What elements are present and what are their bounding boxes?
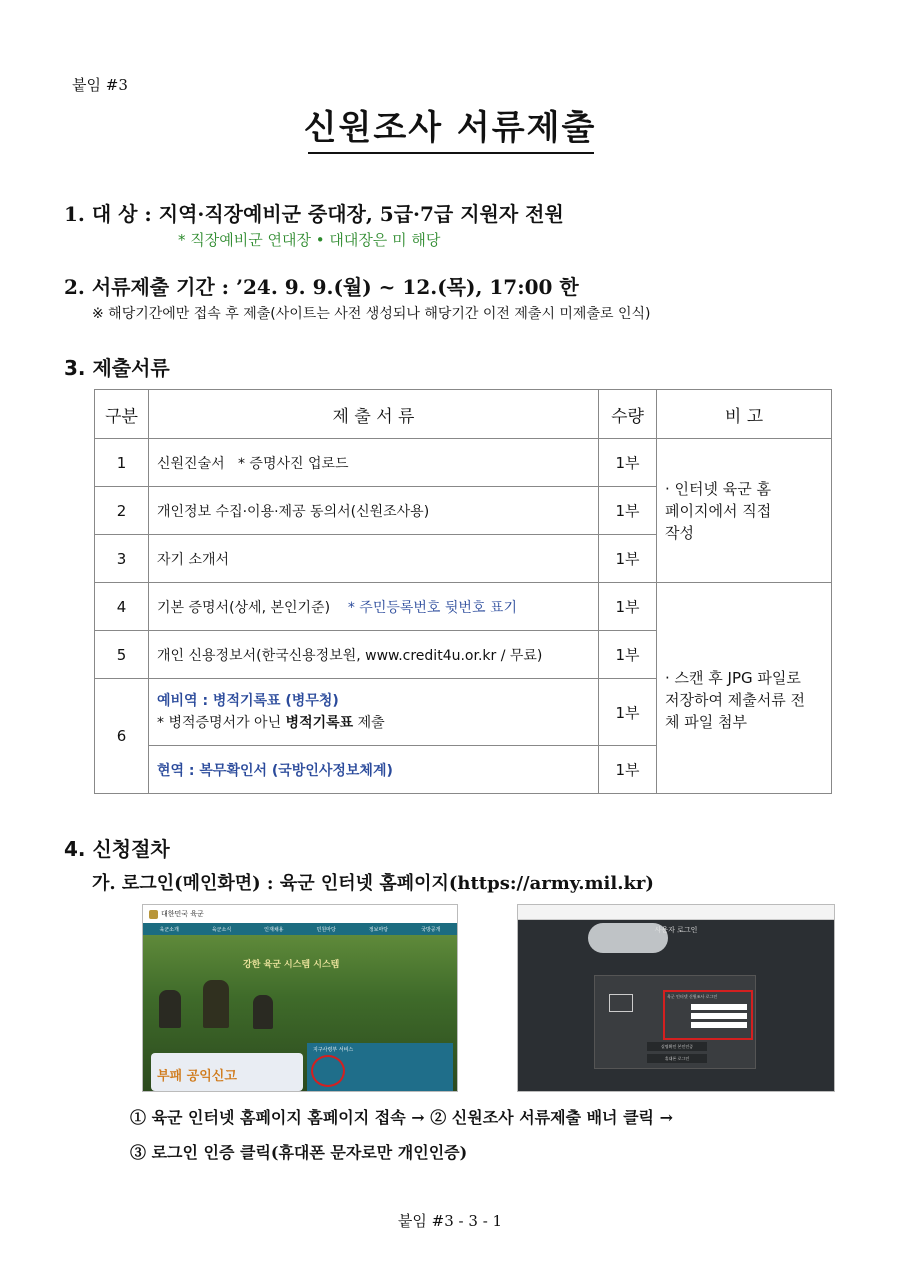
remark-scan bbox=[657, 583, 832, 794]
documents-table bbox=[94, 389, 832, 794]
soldier-figure bbox=[159, 990, 181, 1028]
qty: 1부 bbox=[599, 439, 657, 487]
step-line-2: ③ 로그인 인증 클릭(휴대폰 문자로만 개인인증) bbox=[130, 1143, 468, 1162]
row-number: 1 bbox=[95, 439, 149, 487]
title-underline bbox=[308, 152, 594, 154]
row-number: 6 bbox=[95, 679, 149, 794]
anti-corruption-banner bbox=[151, 1053, 303, 1091]
banner-text: 부패 공익신고 bbox=[157, 1069, 237, 1084]
highlight-circle bbox=[311, 1055, 345, 1087]
header-remarks: 비 고 bbox=[657, 390, 832, 439]
phone-login-button: 휴대폰 로그인 bbox=[647, 1054, 707, 1063]
homepage-screenshot bbox=[142, 904, 458, 1092]
row-number: 2 bbox=[95, 487, 149, 535]
section-1-heading: 1. 대 상 : 지역·직장예비군 중대장, 5급·7급 지원자 전원 bbox=[64, 202, 564, 226]
login-screenshot bbox=[517, 904, 835, 1092]
doc-subnote bbox=[157, 712, 590, 734]
section-2-heading: 2. 서류제출 기간 : ’24. 9. 9.(월) ~ 12.(목), 17:00 한 bbox=[64, 275, 579, 299]
army-logo-icon bbox=[149, 910, 158, 919]
site-header bbox=[143, 905, 457, 923]
qty: 1부 bbox=[599, 746, 657, 794]
subnote-bold: 병적기록표 bbox=[285, 715, 354, 731]
monitor-icon bbox=[609, 994, 633, 1012]
service-tiles bbox=[307, 1043, 453, 1091]
table-header-row bbox=[95, 390, 832, 439]
soldier-figure bbox=[253, 995, 273, 1029]
hero-image bbox=[143, 935, 457, 1091]
table-row bbox=[95, 439, 832, 487]
menu-item: 국방공개 bbox=[421, 926, 441, 933]
tile-title: 지구사령부 서비스 bbox=[313, 1047, 354, 1053]
birth-input bbox=[691, 1013, 747, 1019]
doc-name: 신원진술서 bbox=[157, 455, 225, 472]
remark-online bbox=[657, 439, 832, 583]
site-name: 대한민국 육군 bbox=[161, 910, 204, 918]
phone-input bbox=[691, 1022, 747, 1028]
menu-item: 정보마당 bbox=[368, 926, 389, 933]
row-number: 5 bbox=[95, 631, 149, 679]
header-quantity: 수량 bbox=[599, 390, 657, 439]
hero-text: 강한 육군 시스템 시스템 bbox=[243, 960, 340, 970]
remark-text: · 스캔 후 JPG 파일로 저장하여 제출서류 전체 파일 첨부 bbox=[665, 669, 805, 731]
doc-name: 기본 증명서(상세, 본인기준) bbox=[157, 599, 331, 616]
doc-name: 개인정보 수집·이용·제공 동의서(신원조사용) bbox=[149, 487, 599, 535]
menu-item: 육군소식 bbox=[211, 926, 232, 933]
doc-cell bbox=[149, 583, 599, 631]
site-menu bbox=[143, 923, 457, 935]
login-title: 사용자 로그인 bbox=[654, 926, 698, 934]
section-4-sub: 가. 로그인(메인화면) : 육군 인터넷 홈페이지(https://army.mil.kr) bbox=[92, 873, 654, 894]
menu-item: 인재채용 bbox=[264, 926, 284, 933]
step-line-1: ① 육군 인터넷 홈페이지 홈페이지 접속 → ② 신원조사 서류제출 배너 클릭 → bbox=[130, 1108, 673, 1127]
name-input bbox=[691, 1004, 747, 1010]
qty: 1부 bbox=[599, 487, 657, 535]
highlight-box bbox=[663, 990, 753, 1040]
page-footer: 붙임 #3 - 3 - 1 bbox=[397, 1212, 503, 1230]
subnote-text: * 병적증명서가 아닌 bbox=[157, 715, 286, 731]
header-documents: 제 출 서 류 bbox=[149, 390, 599, 439]
doc-name: 자기 소개서 bbox=[149, 535, 599, 583]
doc-note: * 주민등록번호 뒷번호 표기 bbox=[347, 599, 517, 616]
menu-item: 민원마당 bbox=[316, 926, 336, 933]
qty: 1부 bbox=[599, 679, 657, 746]
table-row bbox=[95, 583, 832, 631]
browser-bar bbox=[518, 905, 834, 920]
doc-name: 예비역 : 병적기록표 (병무청) bbox=[157, 693, 339, 709]
attachment-label: 붙임 #3 bbox=[72, 76, 128, 94]
qty: 1부 bbox=[599, 535, 657, 583]
header-category: 구분 bbox=[95, 390, 149, 439]
section-1-note: * 직장예비군 연대장 • 대대장은 미 해당 bbox=[178, 231, 441, 249]
section-3-heading: 3. 제출서류 bbox=[64, 356, 170, 380]
doc-note: * 증명사진 업로드 bbox=[237, 455, 349, 472]
qty: 1부 bbox=[599, 631, 657, 679]
doc-name: 개인 신용정보서(한국신용정보원, www.credit4u.or.kr / 무료) bbox=[149, 631, 599, 679]
section-2-note: ※ 해당기간에만 접속 후 제출(사이트는 사전 생성되나 해당기간 이전 제출시 미제출로 인식) bbox=[92, 306, 651, 322]
doc-name: 현역 : 복무확인서 (국방인사정보체계) bbox=[149, 746, 599, 794]
remark-text: · 인터넷 육군 홈페이지에서 직접 작성 bbox=[665, 479, 772, 542]
page-title: 신원조사 서류제출 bbox=[303, 108, 597, 148]
doc-cell bbox=[149, 679, 599, 746]
login-panel bbox=[594, 975, 756, 1069]
form-title: 육군 인터넷 신원조사 로그인 bbox=[667, 994, 718, 999]
doc-cell bbox=[149, 439, 599, 487]
verify-button: 실명확인 본인인증 bbox=[647, 1042, 707, 1051]
row-number: 4 bbox=[95, 583, 149, 631]
row-number: 3 bbox=[95, 535, 149, 583]
soldier-figure bbox=[203, 980, 229, 1028]
qty: 1부 bbox=[599, 583, 657, 631]
section-4-heading: 4. 신청절차 bbox=[64, 837, 170, 861]
menu-item: 육군소개 bbox=[159, 926, 179, 933]
subnote-text: 제출 bbox=[353, 715, 385, 731]
